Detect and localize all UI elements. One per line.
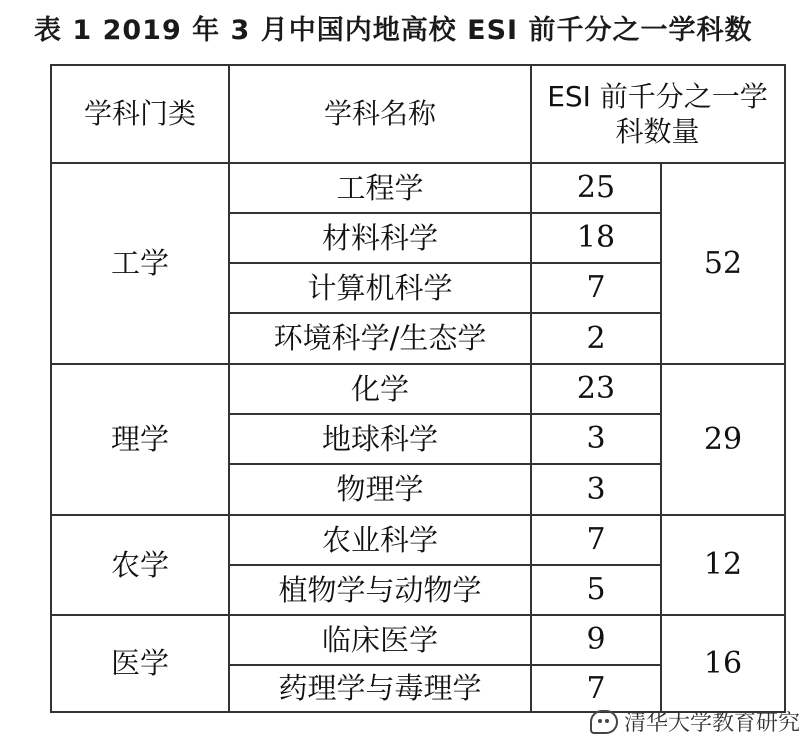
wechat-icon xyxy=(590,710,618,734)
count-cell: 5 xyxy=(586,572,606,608)
discipline-cell: 环境科学/生态学 xyxy=(273,321,487,356)
category-cell: 农学 xyxy=(110,547,169,582)
watermark-text: 清华大学教育研究 xyxy=(624,711,800,736)
count-cell: 23 xyxy=(576,371,616,407)
count-cell: 3 xyxy=(586,421,606,457)
esi-table xyxy=(50,64,786,713)
discipline-cell: 计算机科学 xyxy=(307,270,453,305)
category-cell: 医学 xyxy=(110,646,169,681)
header-count: ESI 前千分之一学科数量 xyxy=(547,79,768,148)
count-cell: 9 xyxy=(586,622,606,658)
count-cell: 25 xyxy=(576,170,616,206)
count-cell: 2 xyxy=(586,320,606,356)
header-category: 学科门类 xyxy=(83,97,196,130)
total-cell: 52 xyxy=(703,245,743,281)
count-cell: 3 xyxy=(586,471,606,507)
discipline-cell: 工程学 xyxy=(336,170,424,205)
discipline-cell: 地球科学 xyxy=(321,421,438,456)
count-cell: 18 xyxy=(576,220,616,256)
discipline-cell: 植物学与动物学 xyxy=(278,572,482,607)
count-cell: 7 xyxy=(586,670,606,706)
category-cell: 工学 xyxy=(110,246,169,281)
category-cell: 理学 xyxy=(110,422,169,457)
watermark xyxy=(590,706,800,737)
discipline-cell: 农业科学 xyxy=(321,522,438,557)
header-discipline: 学科名称 xyxy=(323,97,436,130)
total-cell: 12 xyxy=(703,547,743,583)
total-cell: 29 xyxy=(703,421,743,457)
total-cell: 16 xyxy=(703,645,743,681)
table-title: 表 1 2019 年 3 月中国内地高校 ESI 前千分之一学科数 xyxy=(34,15,753,46)
count-cell: 7 xyxy=(586,522,606,558)
discipline-cell: 材料科学 xyxy=(321,220,438,255)
discipline-cell: 化学 xyxy=(350,371,409,406)
discipline-cell: 物理学 xyxy=(336,472,424,507)
discipline-cell: 临床医学 xyxy=(321,622,438,657)
discipline-cell: 药理学与毒理学 xyxy=(278,671,482,706)
count-cell: 7 xyxy=(586,270,606,306)
